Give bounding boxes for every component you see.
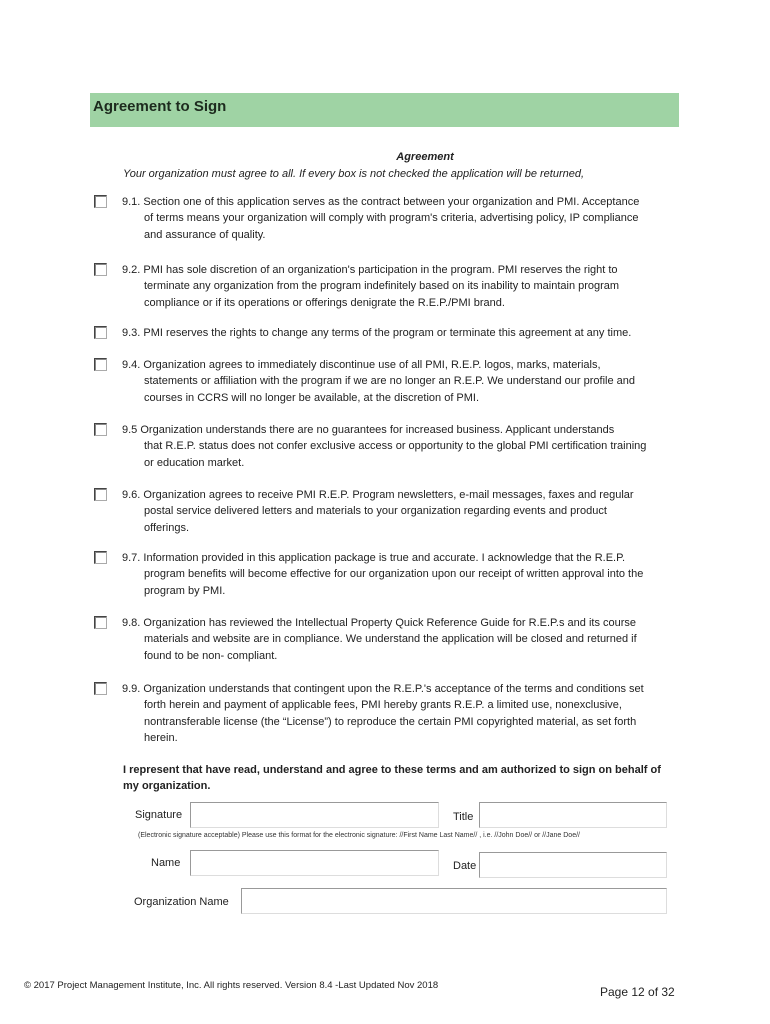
agreement-item-continuation: and assurance of quality. bbox=[144, 228, 266, 241]
agreement-checkbox[interactable] bbox=[94, 195, 107, 208]
agreement-item-continuation: that R.E.P. status does not confer exclusive access or opportunity to the global PMI certification training bbox=[144, 440, 647, 453]
agreement-item-first-line bbox=[122, 327, 631, 339]
agreement-checkbox[interactable] bbox=[94, 616, 107, 629]
agreement-item-number: 9.3. bbox=[122, 327, 141, 339]
agreement-item-text bbox=[122, 681, 667, 746]
agreement-item-first-line bbox=[122, 196, 639, 208]
signature-format-note: (Electronic signature acceptable) Please use this format for the electronic signature: //First Name Last Name// , i.e. //John Doe// or //Jane Doe// bbox=[138, 832, 580, 839]
agreement-item-lead: Organization agrees to receive PMI R.E.P. Program newsletters, e-mail messages, faxes and regular bbox=[143, 489, 634, 501]
agreement-item-number: 9.4. bbox=[122, 359, 141, 371]
agreement-item-number: 9.1. bbox=[122, 196, 141, 208]
page-number: Page 12 of 32 bbox=[600, 985, 675, 999]
agreement-item-text bbox=[122, 194, 667, 243]
agreement-item-text bbox=[122, 615, 667, 664]
agreement-checkbox[interactable] bbox=[94, 551, 107, 564]
agreement-checkbox[interactable] bbox=[94, 488, 107, 501]
signature-label: Signature bbox=[135, 809, 183, 821]
agreement-item-number: 9.8. bbox=[122, 617, 141, 629]
agreement-item-lead: Organization agrees to immediately discontinue use of all PMI, R.E.P. logos, marks, materials, bbox=[143, 359, 601, 371]
agreement-item-number: 9.5 bbox=[122, 424, 138, 436]
agreement-instructions: Your organization must agree to all. If every box is not checked the application will be returned, bbox=[123, 168, 585, 180]
agreement-checkbox[interactable] bbox=[94, 358, 107, 371]
agreement-item-lead: Organization has reviewed the Intellectual Property Quick Reference Guide for R.E.P.s and its course bbox=[143, 617, 637, 629]
title-input[interactable] bbox=[479, 802, 667, 828]
date-label: Date bbox=[453, 860, 477, 872]
section-header bbox=[90, 93, 679, 127]
agreement-item-first-line bbox=[122, 552, 625, 564]
agreement-item-continuation: nontransferable license (the “License”) to reproduce the certain PMI copyrighted material, as set forth bbox=[144, 715, 637, 728]
name-input[interactable] bbox=[190, 850, 439, 876]
agreement-item-continuation: statements or affiliation with the program if we are no longer an R.E.P. We understand our profile and bbox=[144, 375, 635, 388]
agreement-item-number: 9.9. bbox=[122, 683, 141, 695]
name-label: Name bbox=[151, 857, 181, 869]
agreement-item-first-line bbox=[122, 359, 601, 371]
agreement-item-first-line bbox=[122, 617, 636, 629]
agreement-item-lead: Information provided in this application package is true and accurate. I acknowledge that the R.E.P. bbox=[143, 552, 626, 564]
signature-input[interactable] bbox=[190, 802, 439, 828]
agreement-item-continuation: herein. bbox=[144, 731, 178, 744]
agreement-item-continuation: found to be non- compliant. bbox=[144, 649, 278, 662]
agreement-checkbox[interactable] bbox=[94, 326, 107, 339]
agreement-item-first-line bbox=[122, 489, 634, 501]
organization-name-input[interactable] bbox=[241, 888, 667, 914]
agreement-item-continuation: program by PMI. bbox=[144, 584, 226, 597]
agreement-item-number: 9.7. bbox=[122, 552, 141, 564]
agreement-item-number: 9.6. bbox=[122, 489, 141, 501]
agreement-checkbox[interactable] bbox=[94, 423, 107, 436]
agreement-item-text bbox=[122, 262, 667, 311]
agreement-title: Agreement bbox=[396, 151, 454, 163]
agreement-item-continuation: postal service delivered letters and materials to your organization regarding events and product bbox=[144, 505, 607, 518]
agreement-item-continuation: terminate any organization from the program indefinitely based on its inability to maintain program bbox=[144, 280, 620, 293]
agreement-item-text bbox=[122, 357, 667, 406]
agreement-item-number: 9.2. bbox=[122, 264, 141, 276]
agreement-item-continuation: or education market. bbox=[144, 456, 245, 469]
agreement-item-first-line bbox=[122, 264, 618, 276]
agreement-item-text bbox=[122, 422, 667, 471]
copyright-footer: © 2017 Project Management Institute, Inc. All rights reserved. Version 8.4 -Last Updated Nov 2018 bbox=[24, 980, 439, 991]
agreement-item-text bbox=[122, 325, 667, 341]
declaration-text: I represent that have read, understand and agree to these terms and am authorized to sign on behalf of my organization. bbox=[123, 764, 661, 792]
agreement-item-lead: Section one of this application serves as the contract between your organization and PMI. Acceptance bbox=[143, 196, 640, 208]
date-input[interactable] bbox=[479, 852, 667, 878]
agreement-checkbox[interactable] bbox=[94, 263, 107, 276]
agreement-item-continuation: offerings. bbox=[144, 521, 190, 534]
agreement-item-lead: Organization understands that contingent upon the R.E.P.'s acceptance of the terms and conditions set bbox=[143, 683, 644, 695]
agreement-item-continuation: of terms means your organization will comply with program's criteria, advertising policy, IP compliance bbox=[144, 212, 639, 225]
agreement-item-lead: PMI reserves the rights to change any terms of the program or terminate this agreement at any time. bbox=[143, 327, 632, 339]
agreement-item-lead: PMI has sole discretion of an organization's participation in the program. PMI reserves the right to bbox=[143, 264, 618, 276]
agreement-item-continuation: courses in CCRS will no longer be available, at the discretion of PMI. bbox=[144, 391, 480, 404]
agreement-item-continuation: compliance or if its operations or offerings denigrate the R.E.P./PMI brand. bbox=[144, 296, 505, 309]
agreement-checkbox[interactable] bbox=[94, 682, 107, 695]
agreement-item-continuation: materials and website are in compliance. We understand the application will be closed and returned if bbox=[144, 633, 637, 646]
agreement-item-first-line bbox=[122, 683, 644, 695]
agreement-item-continuation: forth herein and payment of applicable fees, PMI hereby grants R.E.P. a limited use, nonexclusive, bbox=[144, 699, 622, 712]
agreement-item-text bbox=[122, 487, 667, 536]
agreement-item-lead: Organization understands there are no guarantees for increased business. Applicant understands bbox=[140, 424, 615, 436]
agreement-item-first-line bbox=[122, 424, 614, 436]
section-title: Agreement to Sign bbox=[93, 98, 227, 115]
agreement-item-text bbox=[122, 550, 667, 599]
agreement-item-continuation: program benefits will become effective for our organization upon our receipt of written approval into the bbox=[144, 568, 644, 581]
organization-name-label: Organization Name bbox=[134, 896, 229, 908]
title-label: Title bbox=[453, 811, 474, 823]
